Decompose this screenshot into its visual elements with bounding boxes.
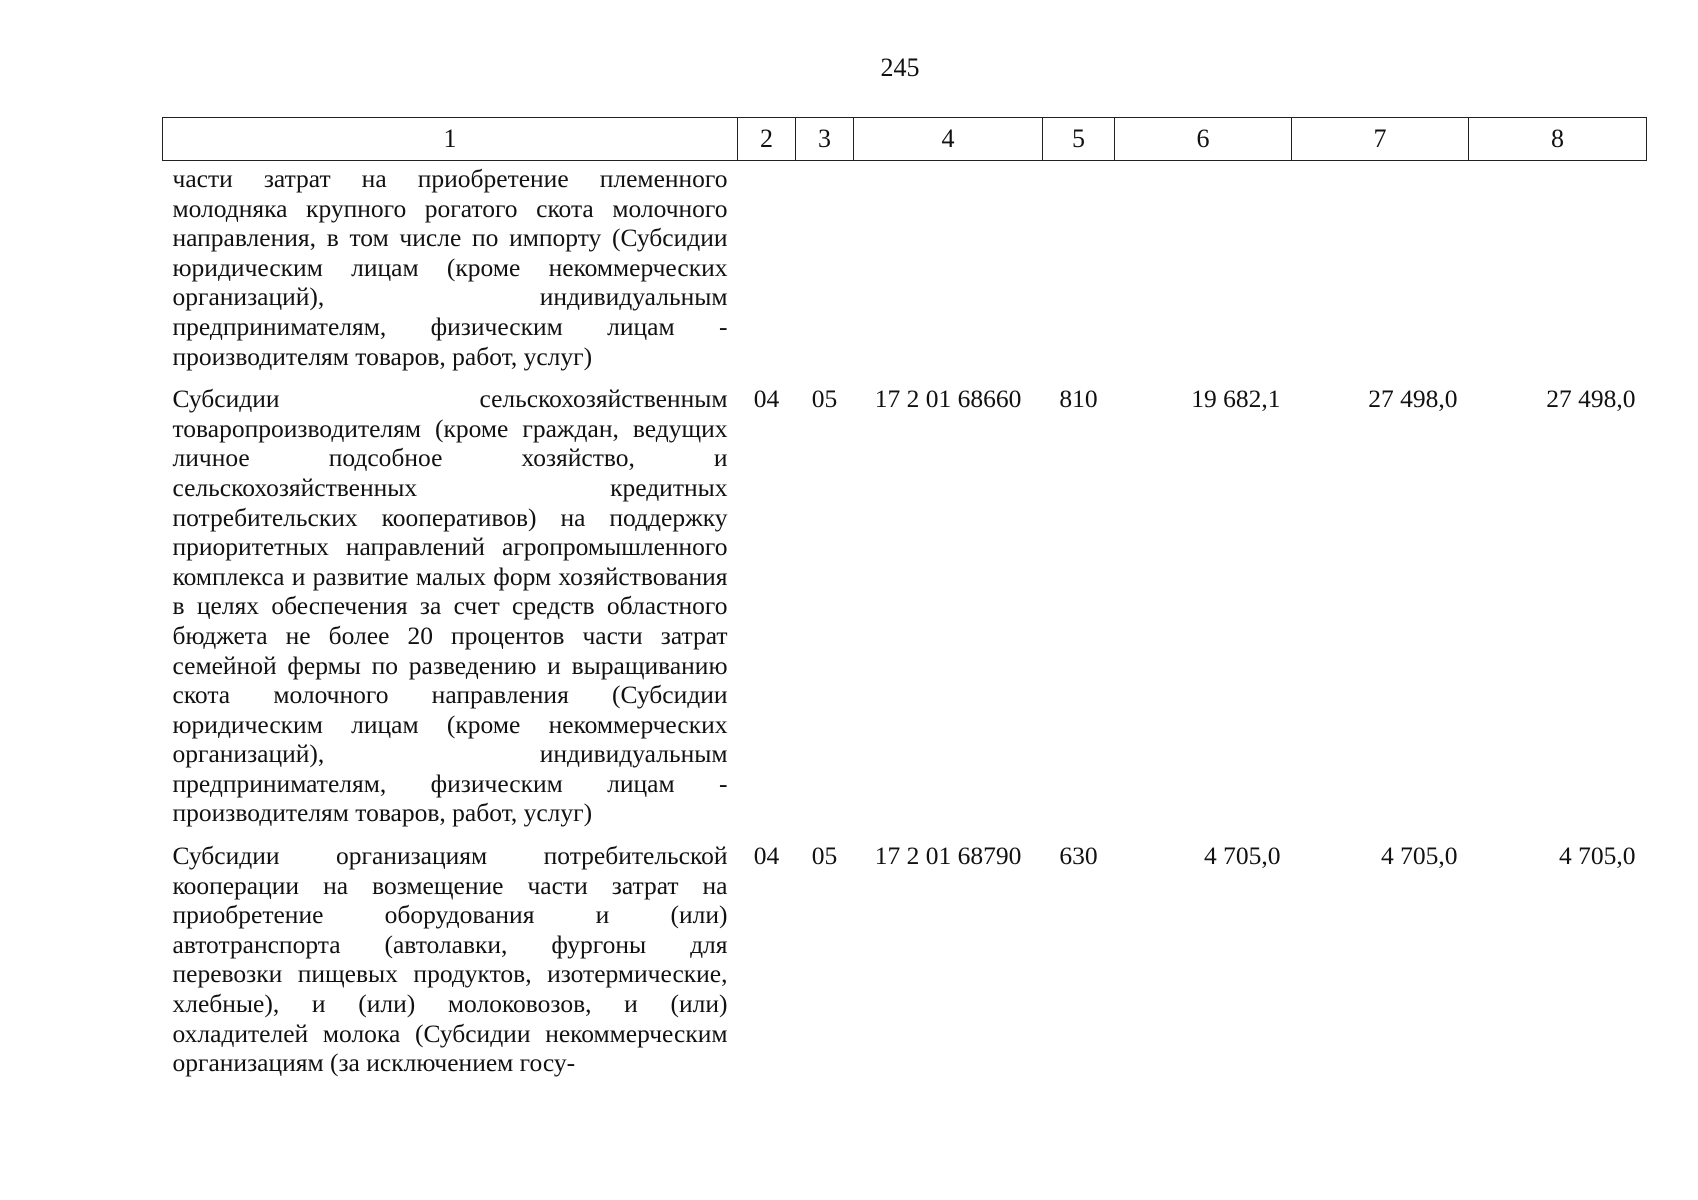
header-col-2: 2 [738,118,796,161]
row-subsection: 05 [811,841,838,871]
header-col-8: 8 [1469,118,1647,161]
header-col-7: 7 [1292,118,1469,161]
row-section: 04 [753,384,780,414]
header-col-1: 1 [163,118,738,161]
row-section [738,161,796,382]
row-amount-col-8 [1469,161,1647,382]
header-row [163,118,1647,161]
row-amount-col-6: 19 682,1 [1191,384,1281,414]
row-expense-type [1043,161,1115,382]
header-col-6: 6 [1115,118,1292,161]
row-amount-col-7: 4 705,0 [1381,841,1458,871]
row-expense-type: 630 [1059,841,1098,871]
row-description: Субсидии организациям потребительской кооперации на возмещение части затрат на приобретение оборудования и (или) автотранспорта (автолавки, фургоны для перевозки пищевых продуктов, изотермические, хлебные), и (или) молоковозов, и (или) охладителей молока (Субсидии некоммерческим организациям (за исключением госу- [172,841,728,1078]
header-col-5: 5 [1043,118,1115,161]
row-subsection [796,161,854,382]
budget-table [162,117,1647,1088]
row-target-article: 17 2 01 68660 [874,384,1022,414]
page-number: 245 [880,53,920,82]
row-amount-col-8: 4 705,0 [1559,841,1636,871]
header-col-4: 4 [854,118,1043,161]
row-section: 04 [753,841,780,871]
row-target-article: 17 2 01 68790 [874,841,1022,871]
row-description: Субсидии сельскохозяйственным товаропроизводителям (кроме граждан, ведущих личное подсобное хозяйство, и сельскохозяйственных кредитных потребительских кооперативов) на поддержку приоритетных направлений агропромышленного комплекса и развитие малых форм хозяйствования в целях обеспечения за счет средств областного бюджета не более 20 процентов части затрат семейной фермы по разведению и выращиванию скота молочного направления (Субсидии юридическим лицам (кроме некоммерческих организаций), индивидуальным предпринимателям, физическим лицам - производителям товаров, работ, услуг) [172,384,728,828]
header-col-3: 3 [796,118,854,161]
row-amount-col-6 [1115,161,1292,382]
row-amount-col-7 [1292,161,1469,382]
table-row [163,381,1647,838]
row-amount-col-7: 27 498,0 [1368,384,1458,414]
row-description: части затрат на приобретение племенного молодняка крупного рогатого скота молочного направления, в том числе по импорту (Субсидии юридическим лицам (кроме некоммерческих организаций), индивидуальным предпринимателям, физическим лицам - производителям товаров, работ, услуг) [172,164,728,371]
row-target-article [854,161,1043,382]
table-row [163,161,1647,382]
row-expense-type: 810 [1059,384,1098,414]
table-row [163,838,1647,1088]
row-subsection: 05 [811,384,838,414]
row-amount-col-6: 4 705,0 [1204,841,1281,871]
row-amount-col-8: 27 498,0 [1546,384,1636,414]
